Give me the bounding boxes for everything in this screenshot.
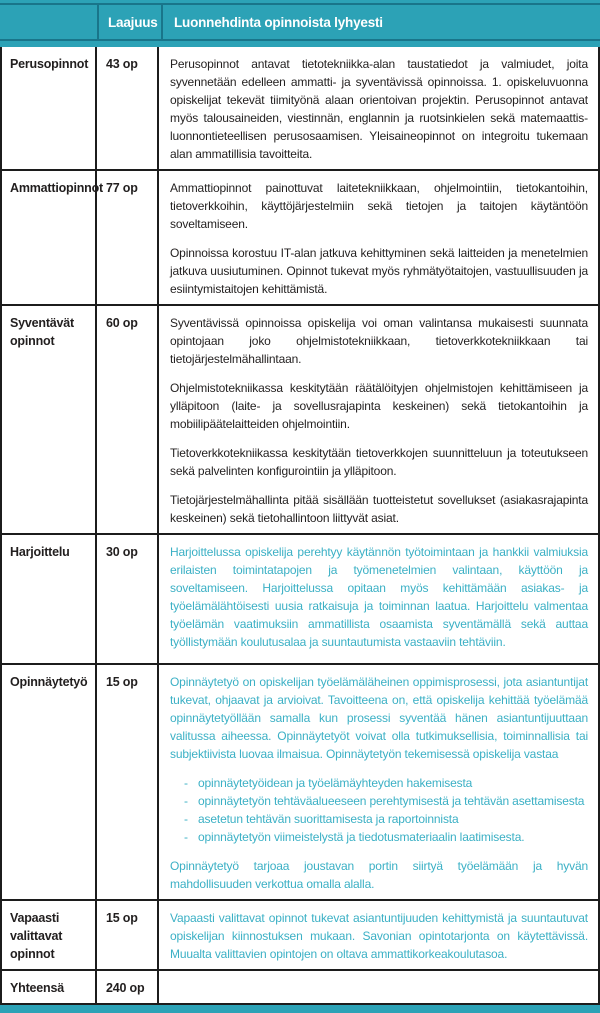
- module-description: [159, 535, 598, 663]
- bullet-dash-icon: -: [184, 776, 188, 790]
- bullet-text: opinnäytetyön tehtäväalueeseen perehtymisestä ja tehtävän asettamisesta: [198, 794, 585, 808]
- bottom-teal-strip: [0, 1005, 600, 1013]
- description-paragraph: Opinnäytetyö tarjoaa joustavan portin siirtyä työelämään ja hyvän mahdollisuuden verkottua omalla alalla.: [170, 859, 588, 891]
- table-row-syventavat-opinnot: [2, 306, 598, 535]
- description-paragraph: Ammattiopinnot painottuvat laitetekniikkaan, ohjelmointiin, tietokantoihin, tietoverkkoihin, käyttöjärjestelmiin sekä tietojen ja taitojen käytäntöön soveltamiseen.: [170, 181, 588, 231]
- module-name: Vapaasti valittavat opinnot: [2, 901, 97, 969]
- description-paragraph: Syventävissä opinnoissa opiskelija voi oman valintansa mukaisesti suunnata opintojaan joko ohjelmistotekniikkaan, tietoverkkotekniikkaan tai tietojärjestelmähallintaan.: [170, 316, 588, 366]
- bullet-item: [170, 810, 588, 828]
- table-row-vapaasti-valittavat-opinnot: [2, 901, 598, 971]
- module-extent: 240 op: [97, 971, 159, 1003]
- header-cell-extent: Laajuus: [97, 5, 161, 39]
- table-row-perusopinnot: [2, 47, 598, 171]
- description-paragraph: Ohjelmistotekniikassa keskitytään räätälöityjen ohjelmistojen kehittämiseen ja ylläpitoon (laite- ja sovellusrajapinta keskeinen) sekä tietokantoihin ja mobiilipäätelaitteiden ohjelmointiin.: [170, 381, 588, 431]
- module-extent: 15 op: [97, 901, 159, 969]
- module-extent: 30 op: [97, 535, 159, 663]
- module-name: Yhteensä: [2, 971, 97, 1003]
- module-extent: 77 op: [97, 171, 159, 304]
- bullet-text: opinnäytetyön viimeistelystä ja tiedotusmateriaalin laatimisesta.: [198, 830, 525, 844]
- description-paragraph: Vapaasti valittavat opinnot tukevat asiantuntijuuden kehittymistä ja suuntautuvat opiskelijan kiinnostuksen mukaan. Savonian opintotarjonta on käytettävissä. Muualta valittavien opintojen on oltava ammattikorkeakoulutasoa.: [170, 911, 588, 961]
- description-paragraph: Opinnäytetyö on opiskelijan työelämäläheinen oppimisprosessi, jota asiantuntijat tukevat, ohjaavat ja arvioivat. Tavoitteena on, että opiskelija kehittää työelämää opinnäytetyöllään samalla kun prosessi syventää hänen asiantuntijuuttaan valitussa aiheessa. Opinnäytetyöt voivat olla tutkimuksellisia, toiminnallisia tai subjektiivista luovaa ilmaisua. Opinnäytetyön tekemisessä opiskelija vastaa: [170, 675, 588, 761]
- module-description: [159, 971, 598, 1003]
- module-extent: 43 op: [97, 47, 159, 169]
- table-row-harjoittelu: [2, 535, 598, 665]
- bullet-dash-icon: -: [184, 812, 188, 826]
- table-row-ammattiopinnot: [2, 171, 598, 306]
- module-description: [159, 901, 598, 969]
- module-description: [159, 306, 598, 533]
- description-paragraph: Tietoverkkotekniikassa keskitytään tietoverkkojen suunnitteluun ja toteutukseen sekä palvelinten konfigurointiin ja ylläpitoon.: [170, 446, 588, 478]
- bullet-dash-icon: -: [184, 794, 188, 808]
- description-paragraph: Opinnoissa korostuu IT-alan jatkuva kehittyminen sekä laitteiden ja menetelmien jatkuva uusiutuminen. Opinnot tukevat myös ryhmätyötaitojen, vastuullisuuden ja esiintymistaitojen kehittämistä.: [170, 246, 588, 296]
- description-paragraph: Harjoittelussa opiskelija perehtyy käytännön työtoimintaan ja hankkii valmiuksia erilaisten toimintatapojen ja työmenetelmien valintaan, käyttöön ja soveltamiseen. Harjoittelussa opitaan myös kehittämään asiakas- ja työelämälähtöisesti uusia ratkaisuja ja toiminnan laatua. Harjoittelu valmentaa työelämän vaatimuksiin ammatillista osaamista syventämällä sekä auttaa työllistymään koulutusalaa ja suuntautumista vastaaviin tehtäviin.: [170, 545, 588, 649]
- bullet-item: [170, 792, 588, 810]
- module-name: Harjoittelu: [2, 535, 97, 663]
- bullet-text: asetetun tehtävän suorittamisesta ja raportoinnista: [198, 812, 459, 826]
- table-row-yhteensa-total: [2, 971, 598, 1005]
- module-name: Perusopinnot: [2, 47, 97, 169]
- bullet-text: opinnäytetyöidean ja työelämäyhteyden hakemisesta: [198, 776, 473, 790]
- description-paragraph: Tietojärjestelmähallinta pitää sisällään tuotteistetut sovellukset (asiakasrajapinta keskeinen) sekä tietohallintoon liittyvät asiat.: [170, 493, 588, 525]
- header-cell-description: Luonnehdinta opinnoista lyhyesti: [161, 5, 600, 39]
- module-name: Syventävät opinnot: [2, 306, 97, 533]
- table-row-opinnaytetyo: [2, 665, 598, 901]
- table-header-row: [0, 0, 600, 47]
- module-name: Ammattiopinnot: [2, 171, 97, 304]
- module-name: Opinnäytetyö: [2, 665, 97, 899]
- module-description: [159, 665, 598, 899]
- module-description: [159, 171, 598, 304]
- module-description: [159, 47, 598, 169]
- description-paragraph: Perusopinnot antavat tietotekniikka-alan taustatiedot ja valmiudet, joita syvennetään edelleen ammatti- ja syventävissä opinnoissa. 1. opiskeluvuonna opiskelijat tekevät tiimityönä alaan orientoivan projektin. Perusopinnot antavat myös talousaineiden, viestinnän, englannin ja ruotsinkielen sekä matemaattis-luonnontieteellisen perusosaamisen. Yleisaineopinnot on integroitu tukemaan alan ammatillisia tavoitteita.: [170, 57, 588, 161]
- module-extent: 15 op: [97, 665, 159, 899]
- header-cell-module: [0, 5, 97, 39]
- bullet-item: [170, 774, 588, 792]
- bullet-dash-icon: -: [184, 830, 188, 844]
- module-extent: 60 op: [97, 306, 159, 533]
- table-body: [0, 47, 600, 1005]
- bullet-item: [170, 828, 588, 846]
- table-header-inner: [0, 3, 600, 41]
